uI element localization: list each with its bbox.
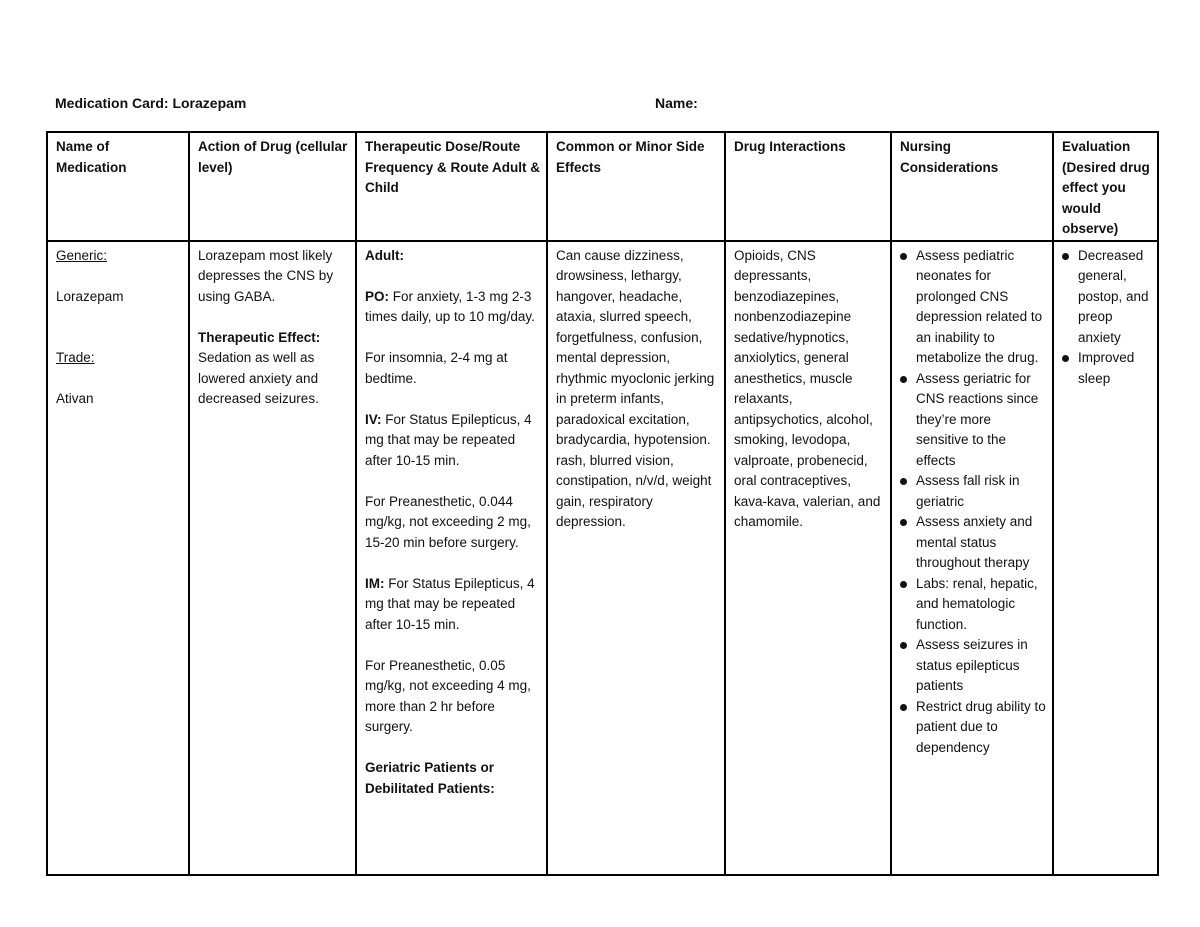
table-header-row [47, 132, 1158, 241]
adult-label: Adult: [365, 247, 404, 263]
evaluation-list [1062, 246, 1151, 390]
generic-value: Lorazepam [56, 288, 124, 304]
page-title: Medication Card: Lorazepam [55, 95, 247, 111]
action-text: Lorazepam most likely depresses the CNS by using GABA. [198, 247, 334, 304]
cell-dose [356, 241, 547, 875]
cell-interactions [725, 241, 891, 875]
column-header-dose: Therapeutic Dose/Route Frequency & Route Adult & Child [356, 132, 547, 241]
bullet-dot-icon [900, 642, 907, 649]
list-item: Labs: renal, hepatic, and hematologic function. [900, 574, 1046, 636]
iv-label: IV: [365, 411, 382, 427]
bullet-dot-icon [900, 376, 907, 383]
list-item: Improved sleep [1062, 348, 1151, 389]
list-item: Assess pediatric neonates for prolonged CNS depression related to an inability to metabolize the drug. [900, 246, 1046, 369]
cell-action [189, 241, 356, 875]
geriatric-label: Geriatric Patients or Debilitated Patients: [365, 760, 495, 796]
column-header-nursing: Nursing Considerations [891, 132, 1053, 241]
list-item: Assess seizures in status epilepticus patients [900, 635, 1046, 697]
column-header-name: Name of Medication [47, 132, 189, 241]
po-dose [365, 287, 540, 328]
po-label: PO: [365, 288, 390, 304]
insomnia-dose: For insomnia, 2-4 mg at bedtime. [365, 350, 508, 386]
column-header-action: Action of Drug (cellular level) [189, 132, 356, 241]
trade-value: Ativan [56, 391, 94, 406]
column-header-evaluation: Evaluation (Desired drug effect you would observe) [1053, 132, 1158, 241]
iv-dose [365, 410, 540, 472]
list-item: Assess anxiety and mental status throughout therapy [900, 512, 1046, 574]
iv-preanesthetic-dose: For Preanesthetic, 0.044 mg/kg, not exceeding 2 mg, 15-20 min before surgery. [365, 493, 531, 550]
im-text: For Status Epilepticus, 4 mg that may be repeated after 10-15 min. [365, 575, 535, 632]
im-label: IM: [365, 575, 385, 591]
list-item: Assess fall risk in geriatric [900, 471, 1046, 512]
iv-text: For Status Epilepticus, 4 mg that may be repeated after 10-15 min. [365, 411, 532, 468]
table-row [47, 241, 1158, 875]
list-item: Restrict drug ability to patient due to dependency [900, 697, 1046, 759]
medication-table [46, 131, 1159, 876]
bullet-dot-icon [900, 253, 907, 260]
bullet-dot-icon [900, 704, 907, 711]
cell-nursing [891, 241, 1053, 875]
generic-label: Generic: [56, 247, 108, 263]
list-item: Decreased general, postop, and preop anxiety [1062, 246, 1151, 349]
cell-medication-name [47, 241, 189, 875]
name-label: Name: [655, 95, 698, 111]
nursing-list [900, 246, 1046, 759]
cell-side-effects [547, 241, 725, 875]
po-text: For anxiety, 1-3 mg 2-3 times daily, up to 10 mg/day. [365, 288, 535, 324]
bullet-dot-icon [1062, 355, 1069, 362]
therapeutic-effect-text: Sedation as well as lowered anxiety and decreased seizures. [198, 350, 319, 406]
cell-evaluation [1053, 241, 1158, 875]
column-header-interactions: Drug Interactions [725, 132, 891, 241]
column-header-side-effects: Common or Minor Side Effects [547, 132, 725, 241]
im-preanesthetic-dose: For Preanesthetic, 0.05 mg/kg, not exceeding 4 mg, more than 2 hr before surgery. [365, 657, 531, 734]
therapeutic-effect-label: Therapeutic Effect: [198, 329, 321, 345]
interactions-text: Opioids, CNS depressants, benzodiazepines, nonbenzodiazepine sedative/hypnotics, anxiolytics, general anesthetics, muscle relaxants, antipsychotics, alcohol, smoking, levodopa, valproate, probenecid, oral contraceptives, kava-kava, valerian, and chamomile. [734, 247, 881, 529]
trade-label: Trade: [56, 350, 95, 365]
bullet-dot-icon [900, 581, 907, 588]
im-dose [365, 574, 540, 636]
bullet-dot-icon [900, 478, 907, 485]
side-effects-text: Can cause dizziness, drowsiness, lethargy, hangover, headache, ataxia, slurred speech, forgetfulness, confusion, mental depression, rhythmic myoclonic jerking in preterm infants, paradoxical excitation, bradycardia, hypotension. rash, blurred vision, constipation, n/v/d, weight gain, respiratory depression. [556, 247, 715, 529]
bullet-dot-icon [1062, 253, 1069, 260]
page-header [55, 95, 1155, 115]
bullet-dot-icon [900, 519, 907, 526]
list-item: Assess geriatric for CNS reactions since they’re more sensitive to the effects [900, 369, 1046, 472]
